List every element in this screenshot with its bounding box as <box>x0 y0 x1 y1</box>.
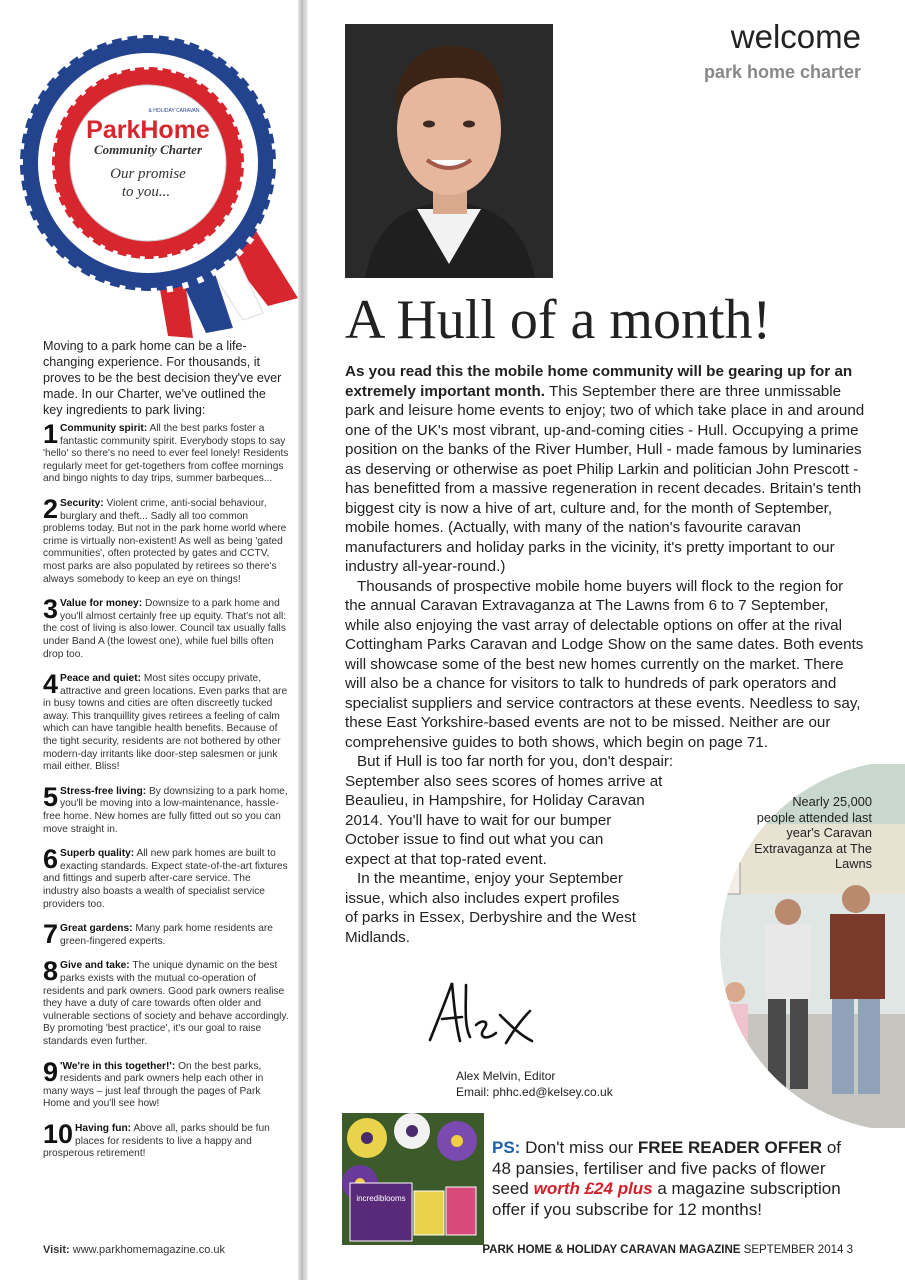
charter-item-number: 2 <box>43 493 59 524</box>
portrait-graphic <box>345 24 553 278</box>
ps-text-2: of 48 pansies, fertiliser and five packs of flower seed <box>492 1138 841 1198</box>
signature-graphic <box>420 975 560 1050</box>
paragraph-line: Beaulieu, in Hampshire, for Holiday Caravan <box>345 792 645 809</box>
charter-item <box>43 844 289 911</box>
charter-list <box>43 419 289 1173</box>
footer-page: 3 <box>846 1244 853 1256</box>
charter-item-text: All new park homes are built to exacting standards. Expect state-of-the-art fixtures and fittings and superb after-care service. The industry also boasts a wealth of specialist service providers too. <box>43 848 288 910</box>
charter-item <box>43 594 289 661</box>
article-headline: A Hull of a month! <box>345 289 772 351</box>
charter-item-title: Community spirit: <box>60 423 148 434</box>
editor-credit <box>456 1068 613 1100</box>
charter-item <box>43 493 289 586</box>
charter-item <box>43 781 289 836</box>
charter-item-number: 1 <box>43 419 59 449</box>
charter-item-title: Having fun: <box>75 1122 132 1134</box>
pansies-offer-image <box>342 1113 484 1245</box>
paragraph-line: of parks in Essex, Derbyshire and the West <box>345 909 636 926</box>
charter-item-title: Great gardens: <box>60 923 133 935</box>
sidebar-intro: Moving to a park home can be a life-changing experience. For thousands, it proves to be the best decision they've ever made. In our Charter, we've outlined the key ingredients to park living: <box>43 339 282 417</box>
charter-item-number: 9 <box>43 1056 59 1087</box>
pansies-graphic <box>342 1113 484 1245</box>
footer-issue: SEPTEMBER 2014 <box>743 1244 844 1256</box>
charter-item-number: 6 <box>43 844 59 875</box>
charter-item-text: By downsizing to a park home, you'll be moving into a low-maintenance, hassle-free home. New homes are fully fitted out so you can move straight in. <box>43 785 288 835</box>
rosette-promise-1: Our promise <box>110 166 186 182</box>
charter-item-title: Give and take: <box>60 960 130 972</box>
charter-item-title: 'We're in this together!': <box>60 1060 176 1072</box>
charter-item-title: Peace and quiet: <box>60 673 141 685</box>
charter-item-title: Stress-free living: <box>60 785 147 797</box>
editor-portrait <box>345 24 553 278</box>
lead-bold: As you read this the mobile home community will be gearing up for an extremely important month. <box>345 363 853 400</box>
photo-caption: Nearly 25,000 people attended last year's Caravan Extravaganza at The Lawns <box>754 794 872 871</box>
charter-item-text: Above all, parks should be fun places for residents to live a happy and prosperous retirement! <box>43 1122 270 1160</box>
charter-item-number: 8 <box>43 956 59 987</box>
editor-email[interactable]: Email: phhc.ed@kelsey.co.uk <box>456 1085 613 1099</box>
paragraph-line: September also sees scores of homes arrive at <box>345 772 663 790</box>
section-title: welcome <box>730 18 861 55</box>
paragraph-2: Thousands of prospective mobile home buyers will flock to the region for the annual Caravan Extravaganza at The Lawns from 6 to 7 September, while also enjoying the vast array of delectable options on offer at the rival Cottingham Parks Caravan and Lodge Show on the same dates. Both events will showcase some of the best new homes currently on the market. There will also be a chance for visitors to talk to hundreds of park operators and specialist suppliers and service contractors at these events. Needless to say, these East Yorkshire-based events are not to be missed. Neither are our comprehensive guides to both shows, which begin on page 71. <box>345 577 864 751</box>
rosette-brand-small: & HOLIDAY CARAVAN <box>148 108 200 114</box>
ps-plus: plus <box>617 1179 653 1198</box>
pack-label: incrediblooms <box>356 1194 406 1203</box>
page-footer <box>482 1244 853 1256</box>
rosette-promise-2: to you... <box>121 184 171 200</box>
charter-item-number: 4 <box>43 669 59 700</box>
paragraph-line: expect at that top-rated event. <box>345 850 547 868</box>
rosette-graphic <box>18 28 298 338</box>
charter-rosette <box>18 28 298 338</box>
ps-offer-title: FREE READER OFFER <box>637 1138 823 1157</box>
rosette-brand: ParkHome <box>86 116 210 144</box>
visit-url[interactable]: www.parkhomemagazine.co.uk <box>72 1244 226 1256</box>
paragraph-line: 2014. You'll have to wait for our bumper <box>345 811 612 829</box>
charter-item-text: Most sites occupy private, attractive and green locations. Even parks that are in busy towns and cities are often discreetly tucked away. This tranquillity gives retirees a feeling of calm which can have tangible health benefits. Because of the tight security, residents are not bothered by other modern-day irritants like door-step salesmen or junk mail either. Bliss! <box>43 673 288 773</box>
footer-magazine: PARK HOME & HOLIDAY CARAVAN MAGAZINE <box>482 1244 741 1256</box>
charter-item <box>43 1056 289 1111</box>
charter-item-number: 7 <box>43 919 59 950</box>
ps-text-3: a magazine subscription offer if you subscribe for 12 months! <box>492 1179 841 1219</box>
paragraph-line: issue, which also includes expert profiles <box>345 889 620 907</box>
charter-item-text: Many park home residents are green-fingered experts. <box>60 923 273 947</box>
paragraph-line: Midlands. <box>345 928 410 946</box>
charter-item-number: 5 <box>43 781 59 812</box>
visit-line <box>43 1244 225 1256</box>
charter-item <box>43 419 289 486</box>
charter-item-title: Value for money: <box>60 598 143 610</box>
charter-item-text: Violent crime, anti-social behaviour, burglary and theft... Sadly all too common problems today. But not in the park home world where crime is virtually non-existent! As well as being 'gated communities', often protected by gates and CCTV, most parks are also populated by retirees so there's always somebody to keep an eye on things! <box>43 497 287 585</box>
lead-paragraph <box>345 362 867 577</box>
paragraph-line: In the meantime, enjoy your September <box>357 870 623 887</box>
charter-item-text: All the best parks foster a fantastic community spirit. Everybody stops to say 'hello' so there's no need to ever feel lonely! Residents regularly meet for get-togethers from coffee mornings and bingo nights to day trips, summer barbeques... <box>43 423 289 485</box>
rosette-charter: Community Charter <box>94 142 202 157</box>
page-spine <box>298 0 308 1280</box>
charter-item-number: 3 <box>43 594 59 625</box>
charter-item-text: On the best parks, residents and park owners help each other in many ways – just leaf through the pages of Park Home and you'll see how! <box>43 1060 264 1110</box>
paragraph-line: But if Hull is too far north for you, don't despair: <box>357 753 674 770</box>
charter-item-title: Security: <box>60 497 104 509</box>
charter-item-number: 10 <box>43 1118 74 1149</box>
charter-item-title: Superb quality: <box>60 848 135 860</box>
lead-rest: This September there are three unmissable park and leisure home events to enjoy; two of which take place in and around one of the UK's most vibrant, up-and-coming cities - Hull. Occupying a prime position on the banks of the River Humber, Hull - made famous by luminaries as deserving or otherwise as poet Philip Larkin and politician John Prescott - has benefitted from a massive regeneration in recent decades. Britain's tenth biggest city is now a hive of art, culture and, for the month of September, mobile homes. (Actually, with many of the nation's favourite caravan manufacturers and holiday parks in the vicinity, it's pretty important to our industry all-year-round.) <box>345 382 865 575</box>
paragraph-line: October issue to find out what you can <box>345 831 604 848</box>
charter-item <box>43 1118 289 1161</box>
visit-label: Visit: <box>43 1244 70 1256</box>
section-subtitle: park home charter <box>703 62 861 82</box>
charter-item-text: The unique dynamic on the best parks exists with the mutual co-operation of residents and park owners. Good park owners realise they have a duty of care towards often older and vulnerable sections of society and behave accordingly. By promoting 'best practice', it's our goal to raise standards even further. <box>43 960 289 1047</box>
ps-label: PS: <box>492 1138 521 1157</box>
ps-worth: worth £24 <box>533 1179 613 1198</box>
editor-name: Alex Melvin, Editor <box>456 1069 556 1083</box>
charter-item <box>43 919 289 950</box>
charter-item-text: Downsize to a park home and you'll almost certainly free up equity. That's not all: the cost of living is also lower. Council tax usually falls under Band A (the lowest one), while fuel bills often drop too. <box>43 598 287 660</box>
ps-offer <box>492 1138 862 1220</box>
charter-item <box>43 669 289 774</box>
ps-text-1: Don't miss our <box>520 1138 638 1157</box>
charter-item <box>43 956 289 1048</box>
editor-signature <box>420 975 560 1050</box>
